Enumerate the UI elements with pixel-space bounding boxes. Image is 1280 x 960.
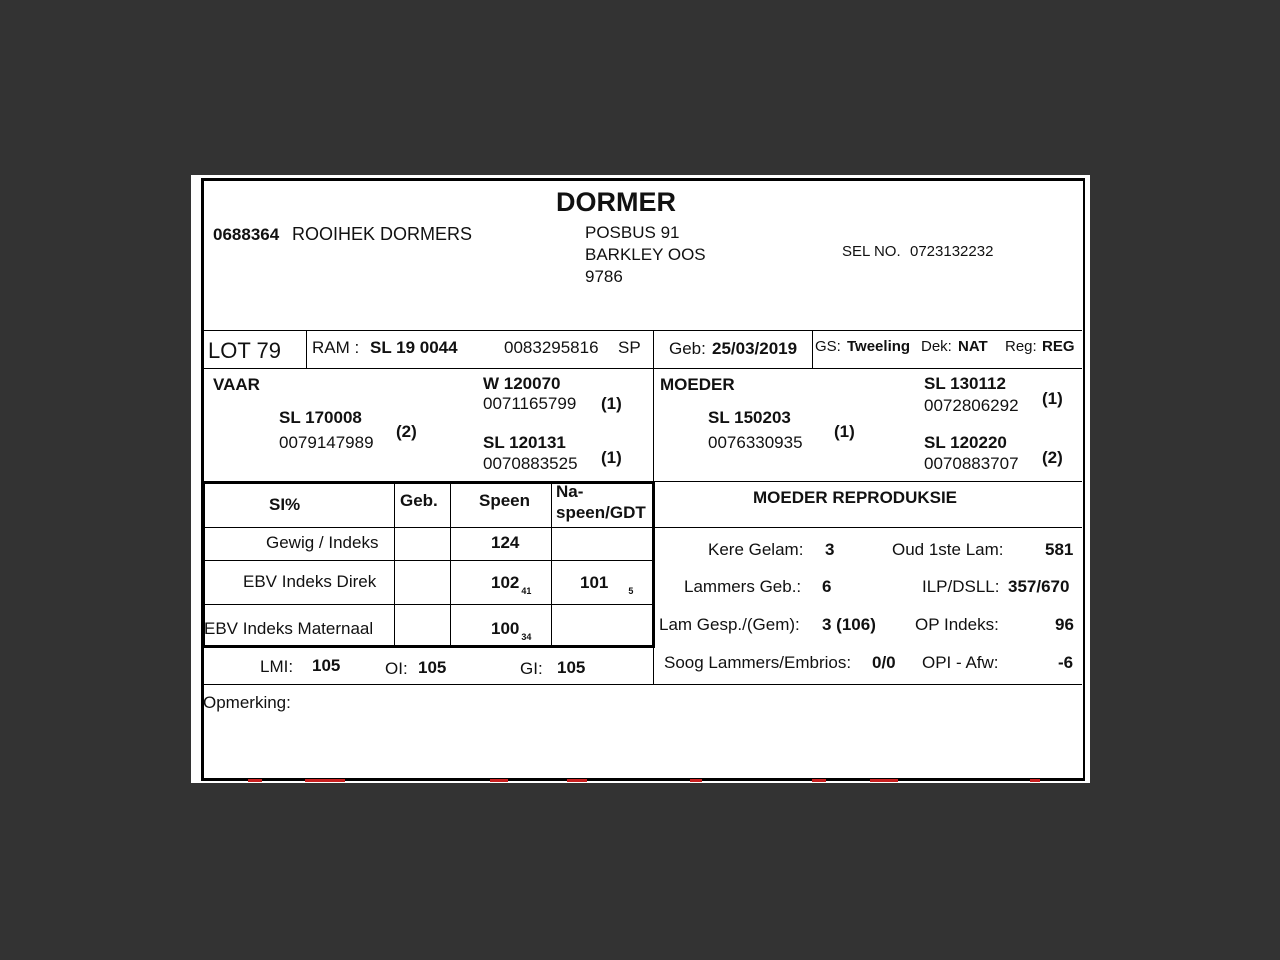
oi-label: OI:: [385, 659, 408, 678]
op-label: OP Indeks:: [915, 615, 999, 634]
si-col-speen: [450, 482, 451, 646]
si-naspeen-subscript: 5: [628, 586, 634, 596]
red-mark: [490, 779, 508, 782]
si-col-naspeen: [551, 482, 552, 646]
sire-dam-id: SL 120131: [483, 433, 566, 452]
dam-number: 0076330935: [708, 433, 803, 452]
rule-lot-bottom: [203, 368, 1082, 369]
red-mark: [1030, 779, 1040, 782]
sire-dam-count: (1): [601, 448, 622, 467]
dam-id: SL 150203: [708, 408, 791, 427]
dam-sire-count: (1): [1042, 389, 1063, 408]
dek-label: Dek:: [921, 338, 952, 355]
dam-sire-number: 0072806292: [924, 396, 1019, 415]
si-header-geb: Geb.: [400, 491, 438, 510]
si-row-naspeen: [580, 573, 633, 601]
birth-date: 25/03/2019: [712, 339, 798, 358]
op-value: 96: [1055, 615, 1074, 634]
si-row-speen: [491, 573, 531, 601]
sire-id: SL 170008: [279, 408, 362, 427]
opi-label: OPI - Afw:: [922, 653, 999, 672]
kere-gelam-label: Kere Gelam:: [708, 540, 804, 559]
sire-label: VAAR: [213, 375, 260, 394]
ram-number: 0083295816: [504, 338, 599, 357]
si-speen-subscript: 34: [521, 632, 532, 642]
gi-value: 105: [557, 658, 586, 677]
ram-id: SL 19 0044: [370, 338, 458, 357]
repro-title: MOEDER REPRODUKSIE: [753, 488, 958, 507]
dam-dam-count: (2): [1042, 448, 1063, 467]
red-mark: [870, 779, 898, 782]
breeder-number: 0688364: [213, 225, 280, 244]
si-col-geb: [394, 482, 395, 646]
rule-header-bottom: [203, 330, 1082, 331]
si-speen-value: 102: [491, 573, 520, 592]
si-speen-value: 100: [491, 619, 520, 638]
si-rule-row1: [203, 560, 653, 561]
si-rule-row2: [203, 604, 653, 605]
address-line-1: POSBUS 91: [585, 223, 680, 242]
rule-lot-divider: [306, 330, 307, 368]
si-row-speen: [491, 619, 531, 647]
ilp-value: 357/670: [1008, 577, 1070, 596]
gi-label: GI:: [520, 659, 543, 678]
reg-label: Reg:: [1005, 338, 1037, 355]
si-row-label: EBV Indeks Direk: [243, 572, 377, 591]
dam-sire-id: SL 130112: [924, 374, 1006, 393]
lammers-geb-value: 6: [822, 577, 832, 596]
phone-label: SEL NO.: [842, 243, 901, 260]
kere-gelam-value: 3: [825, 540, 835, 559]
red-mark: [812, 779, 826, 782]
dam-label: MOEDER: [660, 375, 735, 394]
ram-label: RAM :: [312, 338, 360, 357]
si-header-naspeen: Na-: [556, 482, 584, 501]
soog-label: Soog Lammers/Embrios:: [664, 653, 852, 672]
si-header-speen: Speen: [479, 491, 531, 510]
dam-count: (1): [834, 422, 855, 441]
si-speen-subscript: 41: [521, 586, 532, 596]
birth-label: Geb:: [669, 339, 706, 358]
si-header-naspeen-2: speen/GDT: [556, 503, 646, 522]
reg-value: REG: [1042, 338, 1075, 355]
sire-dam-number: 0070883525: [483, 454, 578, 473]
sire-sire-id: W 120070: [483, 374, 561, 393]
si-row-speen: 124: [491, 533, 520, 552]
rule-indices-bottom: [203, 684, 1082, 685]
soog-value: 0/0: [872, 653, 896, 672]
address-line-3: 9786: [585, 267, 623, 286]
dek-value: NAT: [958, 338, 988, 355]
lot-number: LOT 79: [208, 338, 281, 363]
remarks-label: Opmerking:: [203, 693, 291, 712]
address-line-2: BARKLEY OOS: [585, 245, 706, 264]
breed-title: DORMER: [556, 187, 676, 217]
gs-label: GS:: [815, 338, 841, 355]
rule-repro-title: [654, 527, 1082, 528]
sire-sire-count: (1): [601, 394, 622, 413]
si-row-label: EBV Indeks Maternaal: [204, 619, 374, 638]
lammers-geb-label: Lammers Geb.:: [684, 577, 802, 596]
oi-value: 105: [418, 658, 447, 677]
phone-number: 0723132232: [910, 243, 994, 260]
red-mark: [690, 779, 702, 782]
red-mark: [305, 779, 345, 782]
ilp-label: ILP/DSLL:: [922, 577, 1000, 596]
dam-dam-id: SL 120220: [924, 433, 1007, 452]
sire-sire-number: 0071165799: [483, 394, 577, 413]
lam-gesp-label: Lam Gesp./(Gem):: [659, 615, 800, 634]
ram-suffix: SP: [618, 338, 641, 357]
oud-value: 581: [1045, 540, 1074, 559]
rule-birth-divider: [812, 330, 813, 368]
opi-value: -6: [1058, 653, 1074, 672]
red-mark: [248, 779, 262, 782]
lam-gesp-value: 3 (106): [822, 615, 876, 634]
gs-value: Tweeling: [847, 338, 911, 355]
dam-dam-number: 0070883707: [924, 454, 1019, 473]
si-header-si: SI%: [269, 495, 301, 514]
si-rule-header: [203, 527, 653, 528]
sire-count: (2): [396, 422, 417, 441]
breeder-name: ROOIHEK DORMERS: [292, 224, 473, 244]
lmi-label: LMI:: [260, 657, 294, 676]
sire-number: 0079147989: [279, 433, 374, 452]
red-mark: [567, 779, 587, 782]
card-border: [201, 178, 1085, 781]
si-naspeen-value: 101: [580, 573, 609, 592]
oud-label: Oud 1ste Lam:: [892, 540, 1004, 559]
lmi-value: 105: [312, 656, 341, 675]
si-row-label: Gewig / Indeks: [266, 533, 379, 552]
